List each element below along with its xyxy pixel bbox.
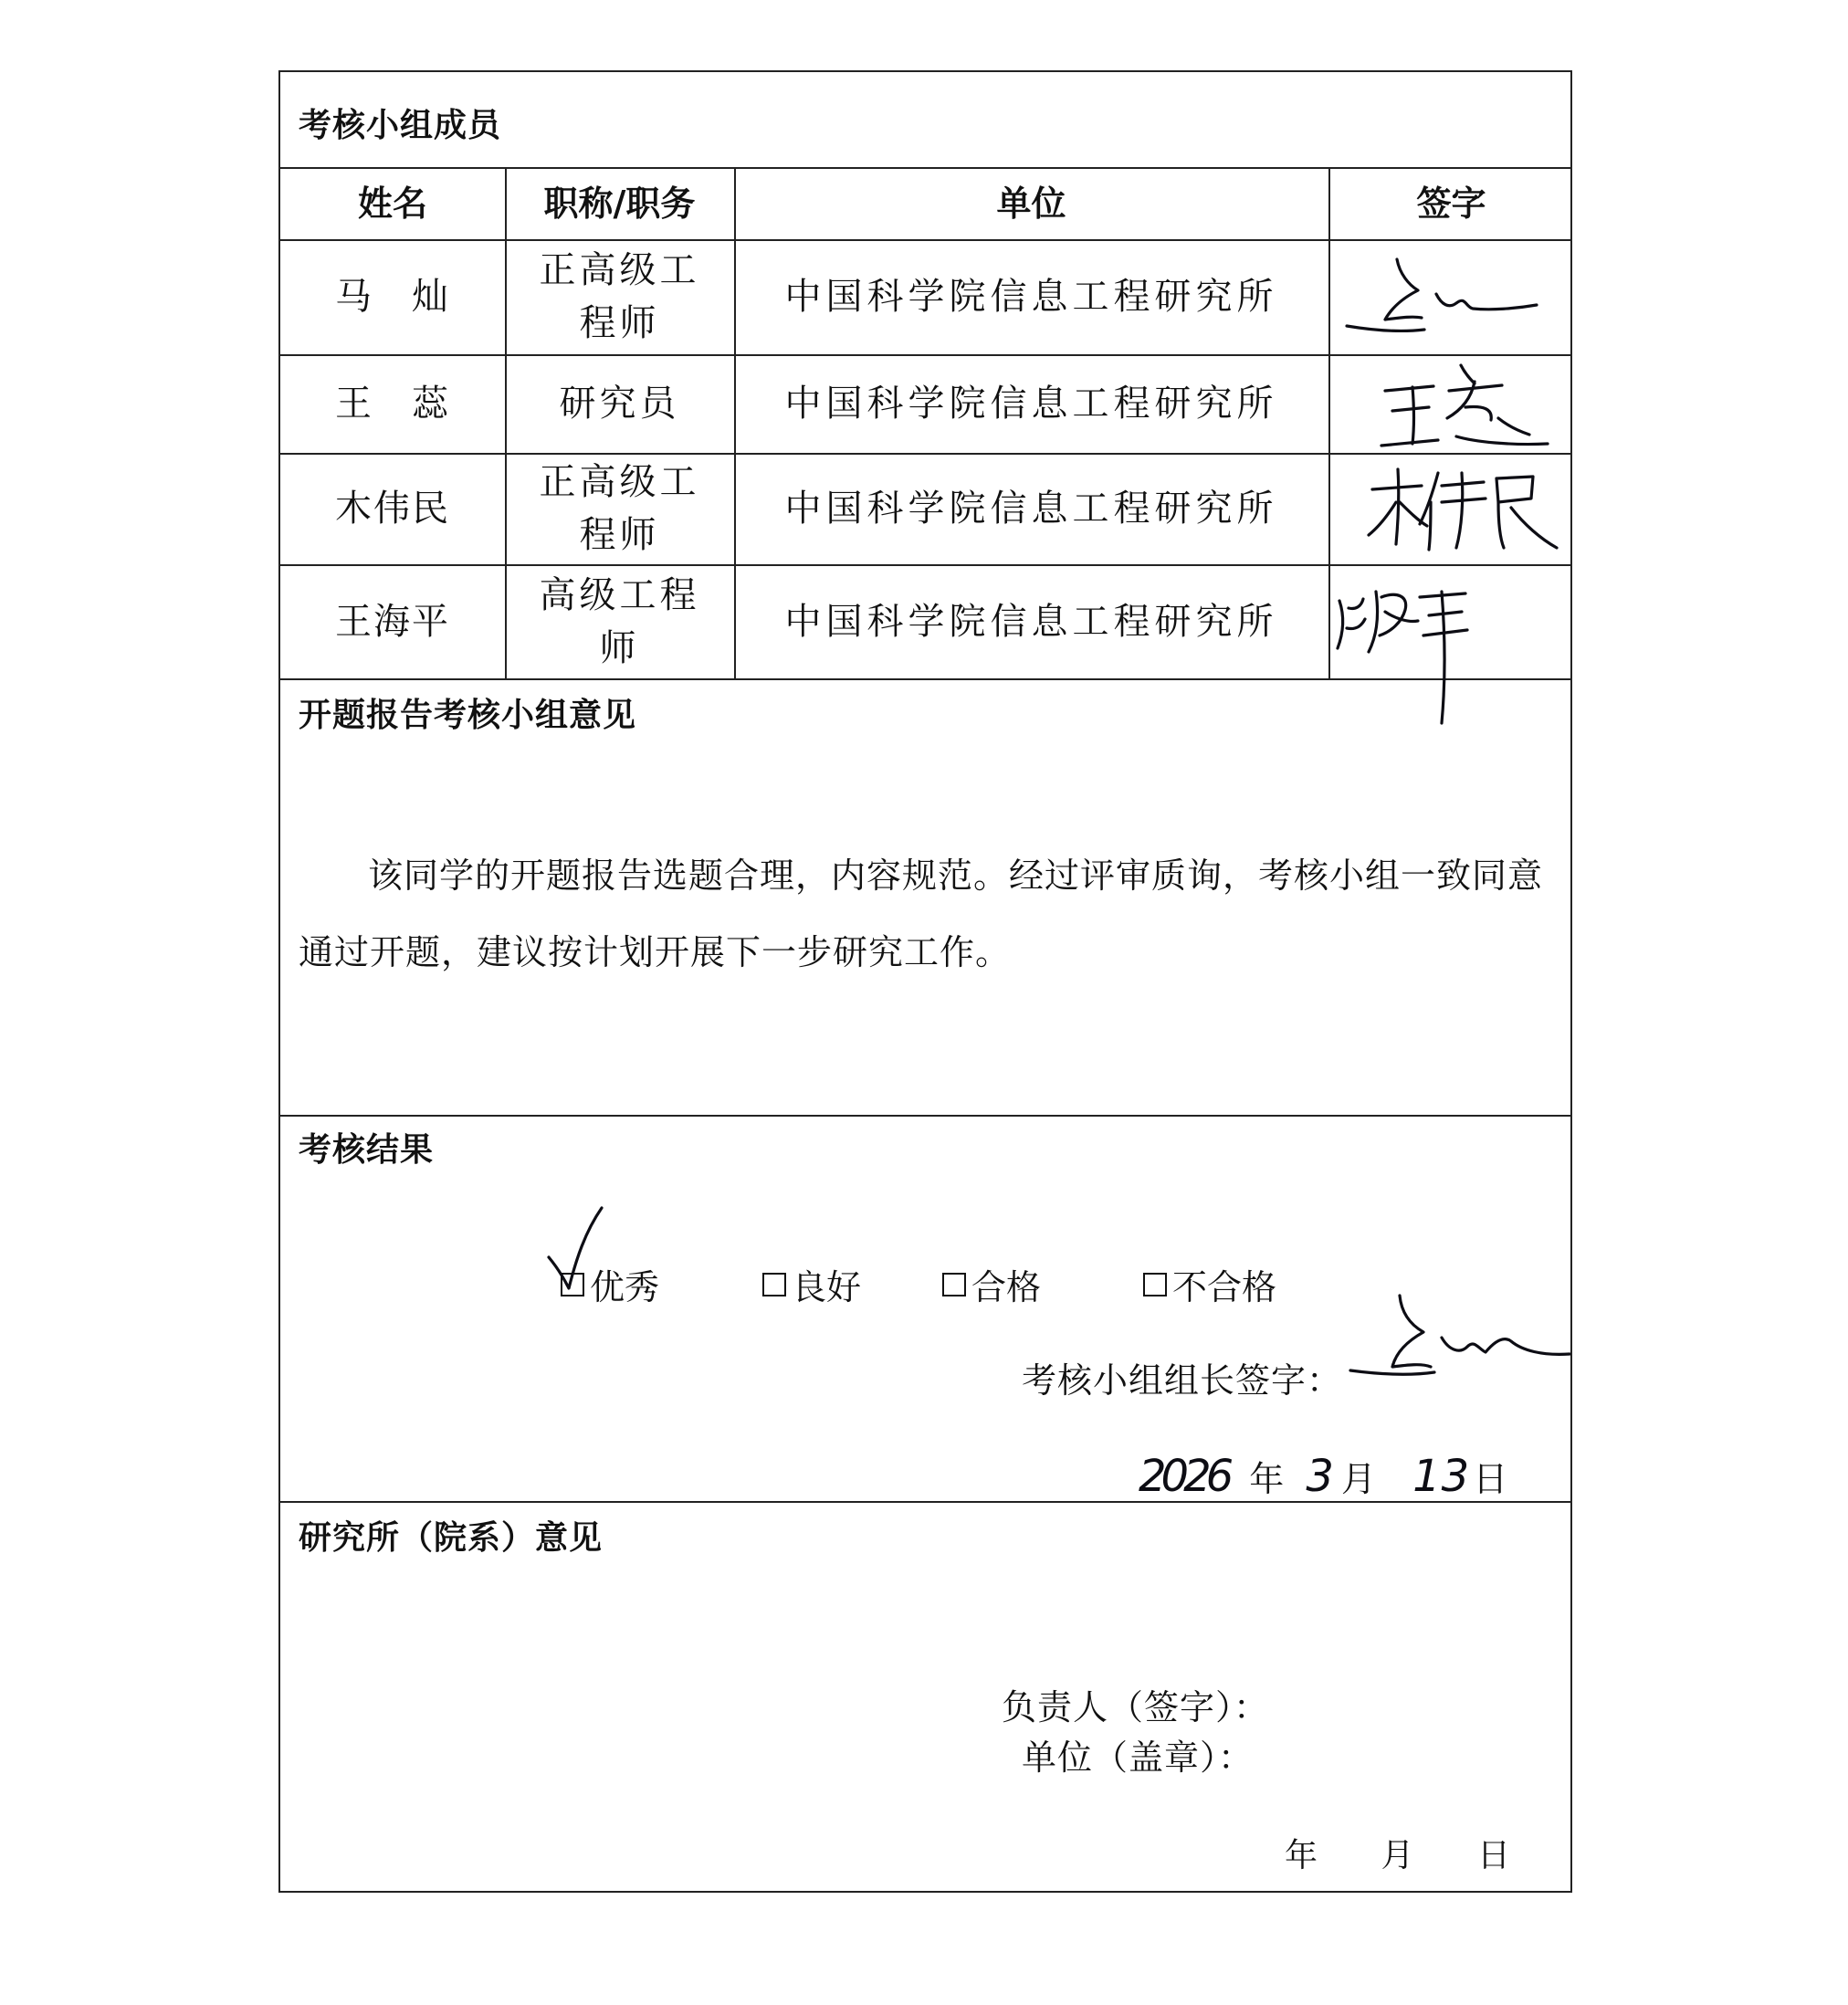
member-unit: 中国科学院信息工程研究所 [784, 600, 1278, 643]
option-label: 合格 [971, 1267, 1042, 1307]
members-section-title: 考核小组成员 [299, 107, 502, 144]
member-title-cell [505, 354, 734, 453]
header-title: 职称/职务 [543, 183, 696, 224]
result-section-title: 考核结果 [299, 1131, 435, 1169]
option-label: 优秀 [590, 1267, 660, 1307]
checkbox-icon[interactable] [942, 1273, 966, 1296]
member-name: 王海平 [335, 600, 450, 643]
option-label: 良好 [792, 1267, 862, 1307]
month-label: 月 [1381, 1837, 1415, 1874]
member-title: 研究员 [559, 383, 680, 425]
leader-signature [1339, 1286, 1574, 1405]
checkbox-icon[interactable] [1143, 1273, 1167, 1296]
member-name: 马 灿 [335, 276, 450, 318]
member-name: 木伟民 [335, 488, 450, 530]
month-label: 月 [1341, 1459, 1378, 1499]
checkmark-icon [545, 1204, 618, 1296]
hand-month: 3 [1306, 1451, 1335, 1502]
member-unit: 中国科学院信息工程研究所 [784, 276, 1278, 318]
unit-seal-label: 单位（盖章）： [1022, 1737, 1255, 1778]
signature-wang-haiping [1328, 564, 1574, 729]
divider [280, 1115, 1570, 1117]
member-title-cell [505, 239, 734, 354]
responsible-signature-label: 负责人（签字）： [1002, 1687, 1270, 1727]
option-label: 不合格 [1172, 1267, 1277, 1307]
member-unit: 中国科学院信息工程研究所 [784, 383, 1278, 425]
option-good[interactable] [762, 1259, 861, 1309]
member-title: 正高级工程师 [539, 461, 700, 556]
hand-year: 2026 [1139, 1451, 1229, 1502]
header-signature: 签字 [1416, 183, 1486, 224]
member-unit: 中国科学院信息工程研究所 [784, 488, 1278, 530]
checkbox-icon[interactable] [762, 1273, 786, 1296]
year-label: 年 [1285, 1837, 1319, 1874]
year-label: 年 [1249, 1459, 1286, 1499]
institute-date [1285, 1830, 1511, 1876]
member-title-cell [505, 453, 734, 564]
assessment-form [278, 70, 1572, 1893]
leader-signature-label: 考核小组组长签字： [1022, 1360, 1343, 1401]
signature-ma-can [1328, 239, 1574, 354]
signature-mu-weimin [1328, 453, 1574, 564]
member-title: 正高级工程师 [539, 249, 700, 344]
option-pass[interactable] [942, 1259, 1041, 1309]
opinion-text: 该同学的开题报告选题合理，内容规范。经过评审质询，考核小组一致同意通过开题，建议按计划开展下一步研究工作。 [299, 856, 1544, 972]
member-name: 王 蕊 [335, 383, 450, 425]
hand-day: 13 [1412, 1451, 1471, 1502]
header-name: 姓名 [357, 183, 427, 224]
option-fail[interactable] [1143, 1259, 1276, 1309]
institute-section-title: 研究所（院系）意见 [299, 1519, 604, 1557]
result-date [1139, 1451, 1509, 1502]
day-label: 日 [1473, 1459, 1509, 1499]
member-title-cell [505, 564, 734, 678]
header-unit: 单位 [996, 183, 1066, 224]
member-title: 高级工程师 [539, 573, 700, 669]
opinion-section-title: 开题报告考核小组意见 [299, 697, 637, 734]
day-label: 日 [1476, 1837, 1511, 1874]
signature-wang-rui [1328, 354, 1574, 453]
